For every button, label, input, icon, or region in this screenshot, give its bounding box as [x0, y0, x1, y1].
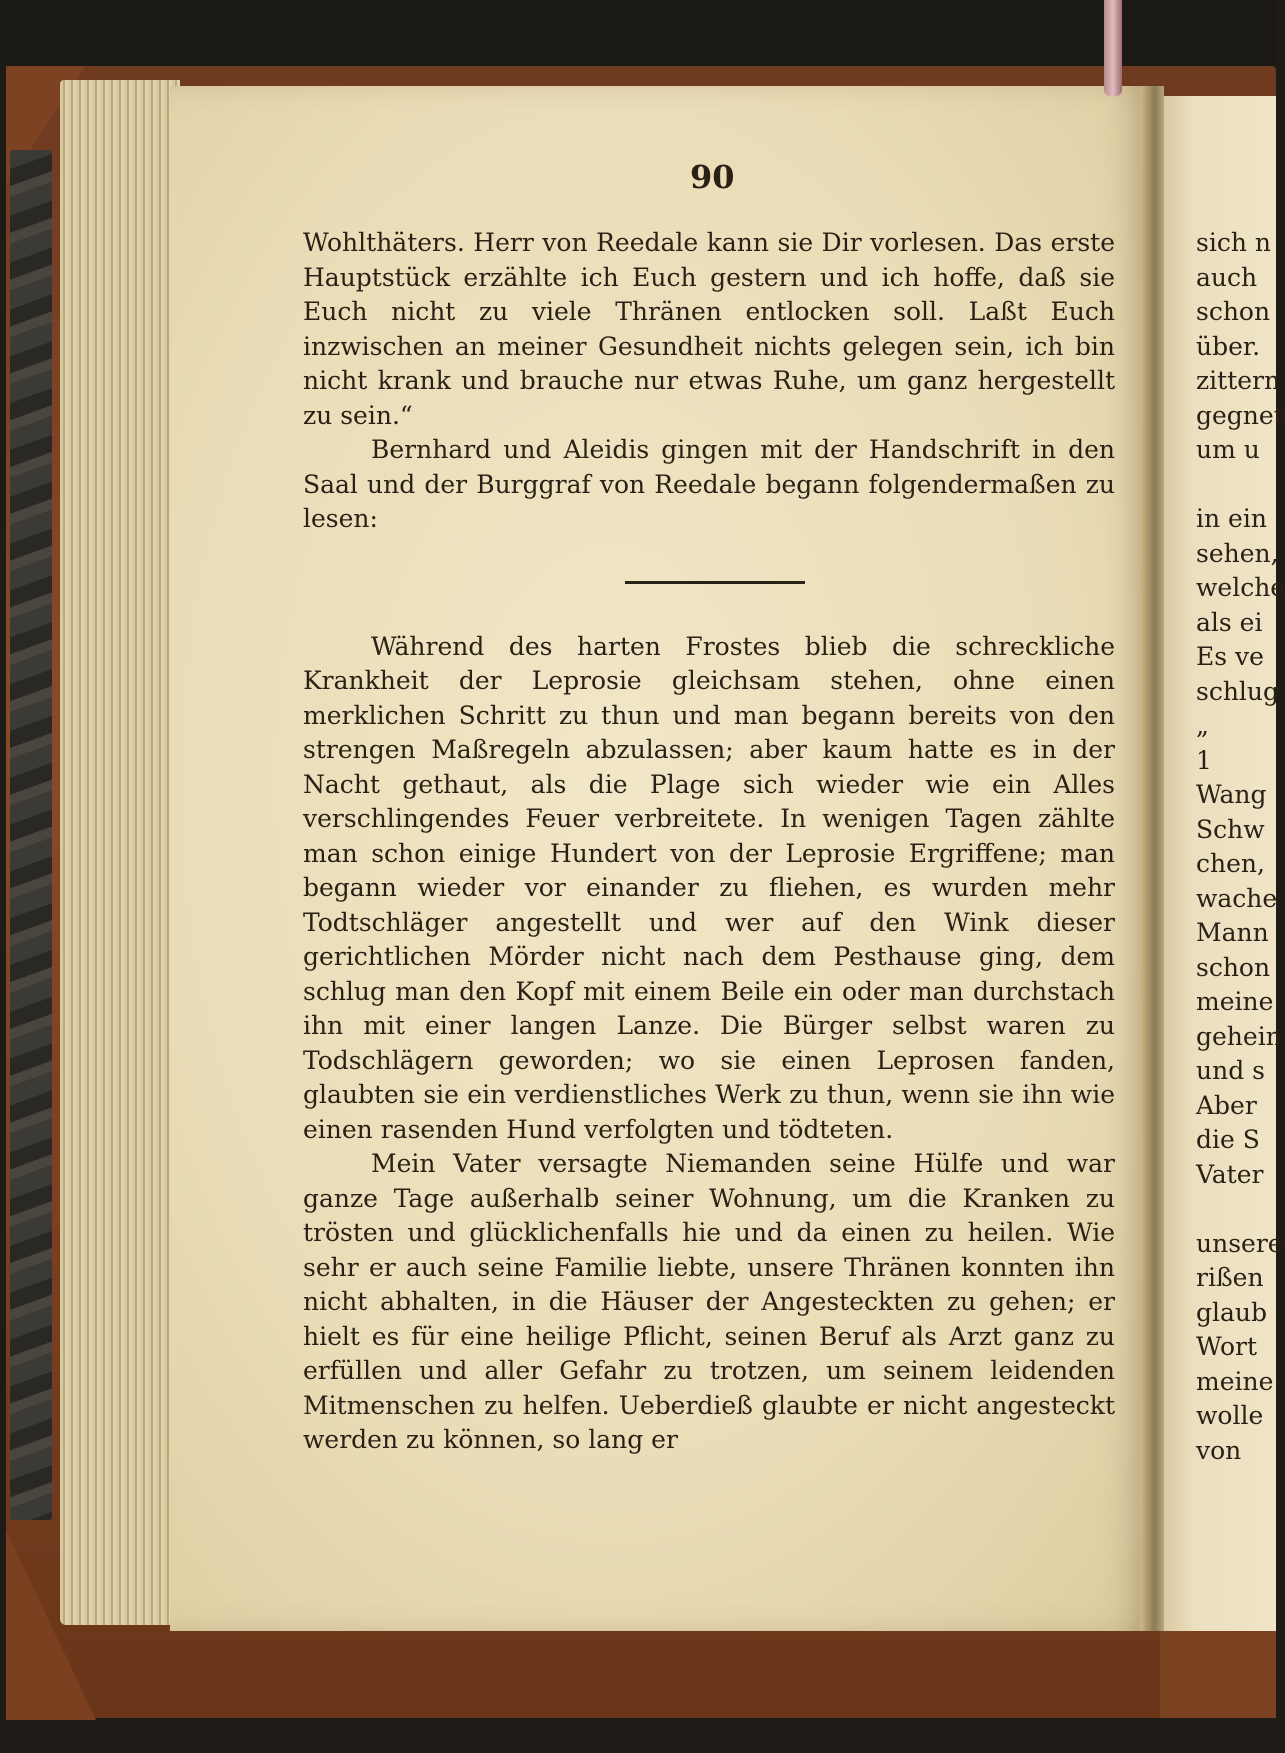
right-page-line: gehein [1196, 1021, 1282, 1051]
bookmark-ribbon [1104, 0, 1122, 96]
paragraph: Mein Vater versagte Niemanden seine Hülfe und war ganze Tage außerhalb seiner Wohnung, um die Kranken zu trösten und glücklichenfalls hie und da einen zu heilen. Wie sehr er auch seine Familie liebte, unsere Thränen konnten ihn nicht abhalten, in die Häuser der Angesteckten zu gehen; er hielt es für eine heilige Pflicht, seinen Beruf als Arzt ganz zu erfüllen und aller Gefahr zu trotzen, um seinem leidenden Mitmenschen zu helfen. Ueberdieß glaubte er nicht angesteckt werden zu können, so lang er [303, 1149, 1115, 1454]
page-text [303, 226, 1115, 1458]
right-page-line: in ein [1196, 504, 1267, 533]
backdrop [0, 0, 1276, 70]
right-page-line: Es ve [1196, 642, 1264, 671]
right-page-line: als ei [1196, 607, 1263, 637]
right-page-line: unsere [1196, 1228, 1283, 1258]
book-gutter [1140, 86, 1164, 1631]
paragraph: Wohlthäters. Herr von Reedale kann sie Dir vorlesen. Das erste Hauptstück erzählte ich Euch gestern und ich hoffe, daß sie Euch nicht zu viele Thränen entlocken soll. Laßt Euch inzwischen an meiner Gesundheit nichts gelegen sein, ich bin nicht krank und brauche nur etwas Ruhe, um ganz hergestellt zu sein.“ [303, 228, 1115, 430]
right-page-line: 1 [1196, 745, 1212, 775]
right-page-line: Schw [1196, 814, 1265, 844]
right-page-line: „ [1196, 711, 1209, 740]
right-page-line: über. [1196, 331, 1261, 361]
right-page-line: um u [1196, 435, 1260, 464]
right-page-line: sich n [1196, 228, 1271, 257]
right-page-line: zittern [1196, 366, 1281, 395]
marbled-board [10, 150, 52, 1520]
right-page-line: rißen [1196, 1263, 1264, 1292]
right-page-line: Mann [1196, 918, 1269, 947]
right-page-line: Vater [1196, 1159, 1264, 1189]
right-page-line: die S [1196, 1125, 1260, 1154]
right-page-line: wache [1196, 883, 1278, 913]
paragraph: Bernhard und Aleidis gingen mit der Handschrift in den Saal und der Burggraf von Reedale begann folgendermaßen zu lesen: [303, 435, 1115, 533]
right-page-line: Aber [1196, 1090, 1257, 1120]
right-page-line: welche [1196, 573, 1285, 602]
right-page-line: Wang [1196, 780, 1267, 809]
right-page-line [1196, 468, 1276, 503]
right-page-line: meine [1196, 987, 1274, 1016]
right-page-line: schlug [1196, 676, 1280, 706]
right-page-line: auch [1196, 262, 1258, 292]
page-edges [60, 80, 180, 1625]
page-number: 90 [690, 158, 735, 196]
right-page-line: schon [1196, 952, 1271, 982]
leather-cover [1160, 1628, 1276, 1718]
right-page-line: schon [1196, 297, 1271, 326]
right-page-line: wolle [1196, 1401, 1264, 1430]
right-page-line [1196, 1192, 1276, 1227]
paragraph: Während des harten Frostes blieb die schreckliche Krankheit der Leprosie gleichsam stehen, ohne einen merklichen Schritt zu thun und man begann bereits von den strengen Maßregeln abzulassen; aber kaum hatte es in der Nacht gethaut, als die Plage sich wieder wie ein Alles verschlingendes Feuer verbreitete. In wenigen Tagen zählte man schon einige Hundert von der Leprosie Ergriffene; man begann wieder vor einander zu fliehen, es wurden mehr Todtschläger angestellt und wer auf den Wink dieser gerichtlichen Mörder nicht nach dem Pesthause ging, dem schlug man den Kopf mit einem Beile ein oder man durchstach ihn mit einer langen Lanze. Die Bürger selbst waren zu Todschlägern geworden; wo sie einen Leprosen fanden, glaubten sie ein verdienstliches Werk zu thun, wenn sie ihn wie einen rasenden Hund verfolgten und tödteten. [303, 631, 1115, 1144]
right-page-line: sehen, [1196, 538, 1279, 568]
right-page-line: Wort [1196, 1332, 1258, 1361]
right-page-line: und s [1196, 1056, 1265, 1085]
right-page-line: chen, [1196, 849, 1265, 878]
right-page-text [1196, 226, 1285, 1468]
right-page-line: meine [1196, 1366, 1274, 1396]
right-page-line: gegnet [1196, 400, 1284, 430]
right-page-line: von [1196, 1435, 1242, 1465]
section-divider [625, 581, 805, 584]
right-page-line: glaub [1196, 1297, 1268, 1327]
